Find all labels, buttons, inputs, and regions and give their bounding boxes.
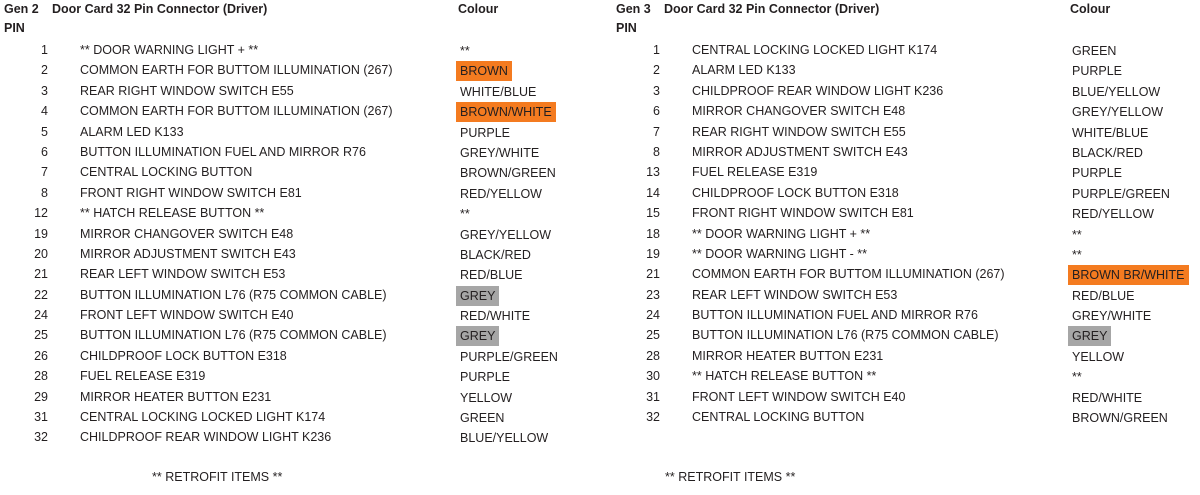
table-row xyxy=(0,184,590,204)
table-row xyxy=(0,326,590,346)
table-row xyxy=(612,184,1200,204)
table-row xyxy=(0,367,590,387)
wire-colour: BROWN BR/WHITE xyxy=(1068,265,1189,285)
table-header-gen3 xyxy=(612,0,1200,19)
pin-number: 21 xyxy=(646,267,660,282)
pin-description: BUTTON ILLUMINATION L76 (R75 COMMON CABLE) xyxy=(80,328,387,343)
pin-number: 15 xyxy=(646,206,660,221)
wire-colour: PURPLE xyxy=(1072,64,1123,79)
pin-description: ** DOOR WARNING LIGHT + ** xyxy=(692,226,871,241)
wire-colour: BLUE/YELLOW xyxy=(1072,84,1161,99)
wire-colour: GREY/YELLOW xyxy=(1072,105,1163,120)
pin-number: 32 xyxy=(34,430,48,445)
pin-description: BUTTON ILLUMINATION FUEL AND MIRROR R76 xyxy=(692,308,978,323)
pin-description: MIRROR ADJUSTMENT SWITCH E43 xyxy=(692,144,908,159)
wire-colour: ** xyxy=(1072,370,1082,385)
pin-description: FRONT LEFT WINDOW SWITCH E40 xyxy=(692,389,906,404)
pin-number: 1 xyxy=(653,43,660,57)
retrofit-note-gen2: ** RETROFIT ITEMS ** xyxy=(152,470,283,484)
pin-number: 1 xyxy=(41,43,48,57)
table-row xyxy=(0,428,590,448)
pin-number: 3 xyxy=(41,83,48,98)
table-row xyxy=(0,347,590,367)
table-row xyxy=(0,123,590,143)
pin-description: REAR RIGHT WINDOW SWITCH E55 xyxy=(692,124,906,139)
table-row xyxy=(612,61,1200,81)
pin-number: 26 xyxy=(34,348,48,363)
pin-number: 18 xyxy=(646,226,660,241)
pin-number: 31 xyxy=(646,389,660,404)
pin-description: FRONT LEFT WINDOW SWITCH E40 xyxy=(80,308,294,323)
pin-description: CHILDPROOF REAR WINDOW LIGHT K236 xyxy=(692,83,944,98)
pin-description: CENTRAL LOCKING LOCKED LIGHT K174 xyxy=(692,43,938,57)
table-row xyxy=(0,265,590,285)
table-row xyxy=(612,408,1200,428)
table-header-gen2 xyxy=(0,0,590,19)
gen-label: Gen 3 xyxy=(616,2,651,16)
wire-colour: PURPLE xyxy=(460,370,511,385)
table-row xyxy=(612,367,1200,387)
pin-description: ** HATCH RELEASE BUTTON ** xyxy=(692,369,877,384)
pin-description: REAR LEFT WINDOW SWITCH E53 xyxy=(692,287,898,302)
wire-colour: RED/YELLOW xyxy=(460,186,542,201)
pinout-rows-gen2 xyxy=(0,41,590,449)
pin-number: 7 xyxy=(41,165,48,180)
pin-number: 2 xyxy=(653,63,660,78)
wire-colour: BLUE/YELLOW xyxy=(460,431,549,446)
table-row xyxy=(0,245,590,265)
pin-number: 21 xyxy=(34,267,48,282)
pin-number: 30 xyxy=(646,369,660,384)
pin-description: ALARM LED K133 xyxy=(692,63,796,78)
table-row xyxy=(612,102,1200,122)
pin-description: CHILDPROOF REAR WINDOW LIGHT K236 xyxy=(80,430,332,445)
wire-colour: RED/BLUE xyxy=(1072,288,1135,303)
pinout-table-gen2 xyxy=(0,0,590,446)
pin-number: 32 xyxy=(646,410,660,425)
wire-colour: RED/BLUE xyxy=(460,268,523,283)
wire-colour: PURPLE/GREEN xyxy=(1072,186,1170,201)
pin-description: FRONT RIGHT WINDOW SWITCH E81 xyxy=(80,185,302,200)
colour-column-header: Colour xyxy=(458,2,499,16)
wire-colour: PURPLE/GREEN xyxy=(460,349,558,364)
pin-description: REAR RIGHT WINDOW SWITCH E55 xyxy=(80,83,294,98)
table-row xyxy=(0,408,590,428)
wire-colour: RED/WHITE xyxy=(460,309,531,324)
table-row xyxy=(0,388,590,408)
wire-colour: PURPLE xyxy=(460,125,511,140)
table-row xyxy=(0,204,590,224)
pin-number: 25 xyxy=(646,328,660,343)
pin-description: FUEL RELEASE E319 xyxy=(80,369,206,384)
table-row xyxy=(0,306,590,326)
pin-description: CHILDPROOF LOCK BUTTON E318 xyxy=(692,185,899,200)
pin-description: ALARM LED K133 xyxy=(80,124,184,139)
pin-description: FUEL RELEASE E319 xyxy=(692,165,818,180)
pin-number: 29 xyxy=(34,389,48,404)
wire-colour: BROWN/GREEN xyxy=(460,166,556,181)
pin-description: CHILDPROOF LOCK BUTTON E318 xyxy=(80,348,287,363)
table-title: Door Card 32 Pin Connector (Driver) xyxy=(52,2,268,16)
pin-number: 22 xyxy=(34,287,48,302)
table-row xyxy=(612,143,1200,163)
wire-colour: GREEN xyxy=(1072,44,1117,58)
table-row xyxy=(612,347,1200,367)
table-row xyxy=(612,388,1200,408)
wire-colour: GREY/YELLOW xyxy=(460,227,551,242)
wire-colour: BLACK/RED xyxy=(1072,145,1143,160)
wire-colour: GREY xyxy=(456,286,499,306)
pin-description: COMMON EARTH FOR BUTTOM ILLUMINATION (267) xyxy=(80,104,393,119)
pin-column-header: PIN xyxy=(4,21,25,35)
retrofit-note-gen3: ** RETROFIT ITEMS ** xyxy=(665,470,796,484)
pin-number: 7 xyxy=(653,124,660,139)
wire-colour: BROWN xyxy=(456,61,512,81)
table-row xyxy=(0,225,590,245)
table-row xyxy=(612,326,1200,346)
pin-description: BUTTON ILLUMINATION L76 (R75 COMMON CABLE) xyxy=(80,287,387,302)
table-row xyxy=(612,306,1200,326)
table-row xyxy=(612,265,1200,285)
pin-number: 20 xyxy=(34,246,48,261)
table-row xyxy=(612,204,1200,224)
wire-colour: RED/WHITE xyxy=(1072,390,1143,405)
colour-column-header: Colour xyxy=(1070,2,1111,16)
pin-description: MIRROR HEATER BUTTON E231 xyxy=(692,348,884,363)
pin-description: FRONT RIGHT WINDOW SWITCH E81 xyxy=(692,206,914,221)
table-row xyxy=(0,286,590,306)
pin-number: 31 xyxy=(34,410,48,425)
pin-number: 8 xyxy=(41,185,48,200)
pin-description: MIRROR ADJUSTMENT SWITCH E43 xyxy=(80,246,296,261)
pin-number: 13 xyxy=(646,165,660,180)
pin-number: 12 xyxy=(34,206,48,221)
table-row xyxy=(612,225,1200,245)
table-row xyxy=(612,245,1200,265)
wire-colour: PURPLE xyxy=(1072,166,1123,181)
pin-number: 25 xyxy=(34,328,48,343)
table-row xyxy=(612,82,1200,102)
pin-number: 3 xyxy=(653,83,660,98)
pinout-rows-gen3 xyxy=(612,41,1200,428)
pin-description: BUTTON ILLUMINATION FUEL AND MIRROR R76 xyxy=(80,144,366,159)
table-row xyxy=(612,286,1200,306)
wire-colour: GREY xyxy=(456,326,499,346)
table-row xyxy=(612,163,1200,183)
pin-description: ** DOOR WARNING LIGHT + ** xyxy=(80,43,259,57)
wire-colour: ** xyxy=(1072,227,1082,242)
pin-number: 8 xyxy=(653,144,660,159)
pin-description: CENTRAL LOCKING BUTTON xyxy=(80,165,253,180)
pin-column-header: PIN xyxy=(616,21,637,35)
wire-colour: ** xyxy=(460,44,470,58)
table-row xyxy=(0,61,590,81)
table-row xyxy=(0,41,590,61)
wire-colour: ** xyxy=(1072,247,1082,262)
wire-colour: GREY/WHITE xyxy=(460,145,540,160)
pin-number: 6 xyxy=(41,144,48,159)
pin-number: 24 xyxy=(34,308,48,323)
table-row xyxy=(612,123,1200,143)
pin-number: 5 xyxy=(41,124,48,139)
wire-colour: BROWN/WHITE xyxy=(456,102,556,122)
pin-description: BUTTON ILLUMINATION L76 (R75 COMMON CABLE) xyxy=(692,328,999,343)
table-title: Door Card 32 Pin Connector (Driver) xyxy=(664,2,880,16)
wire-colour: RED/YELLOW xyxy=(1072,207,1154,222)
wire-colour: ** xyxy=(460,207,470,222)
pin-description: ** DOOR WARNING LIGHT - ** xyxy=(692,246,868,261)
wire-colour: BLACK/RED xyxy=(460,247,531,262)
pin-number: 14 xyxy=(646,185,660,200)
pin-number: 6 xyxy=(653,104,660,119)
table-row xyxy=(0,82,590,102)
pin-number: 28 xyxy=(34,369,48,384)
pin-number: 19 xyxy=(646,246,660,261)
pin-description: MIRROR CHANGOVER SWITCH E48 xyxy=(80,226,294,241)
pin-description: REAR LEFT WINDOW SWITCH E53 xyxy=(80,267,286,282)
pin-number: 2 xyxy=(41,63,48,78)
wire-colour: GREY/WHITE xyxy=(1072,309,1152,324)
pin-description: MIRROR CHANGOVER SWITCH E48 xyxy=(692,104,906,119)
wire-colour: BROWN/GREEN xyxy=(1072,411,1168,426)
pin-number: 23 xyxy=(646,287,660,302)
pin-description: ** HATCH RELEASE BUTTON ** xyxy=(80,206,265,221)
table-row xyxy=(0,163,590,183)
pin-number: 19 xyxy=(34,226,48,241)
wire-colour: YELLOW xyxy=(1072,349,1125,364)
pin-description: COMMON EARTH FOR BUTTOM ILLUMINATION (267) xyxy=(80,63,393,78)
wire-colour: GREEN xyxy=(460,411,505,426)
pinout-table-gen3 xyxy=(612,0,1200,426)
pin-number: 24 xyxy=(646,308,660,323)
pin-description: COMMON EARTH FOR BUTTOM ILLUMINATION (267) xyxy=(692,267,1005,282)
table-row xyxy=(0,143,590,163)
pin-description: MIRROR HEATER BUTTON E231 xyxy=(80,389,272,404)
wire-colour: WHITE/BLUE xyxy=(1072,125,1149,140)
pin-number: 4 xyxy=(41,104,48,119)
table-row xyxy=(0,102,590,122)
wire-colour: YELLOW xyxy=(460,390,513,405)
pin-description: CENTRAL LOCKING BUTTON xyxy=(692,410,865,425)
pin-description: CENTRAL LOCKING LOCKED LIGHT K174 xyxy=(80,410,326,425)
table-row xyxy=(612,41,1200,61)
gen-label: Gen 2 xyxy=(4,2,39,16)
pin-number: 28 xyxy=(646,348,660,363)
wire-colour: GREY xyxy=(1068,326,1111,346)
wire-colour: WHITE/BLUE xyxy=(460,84,537,99)
